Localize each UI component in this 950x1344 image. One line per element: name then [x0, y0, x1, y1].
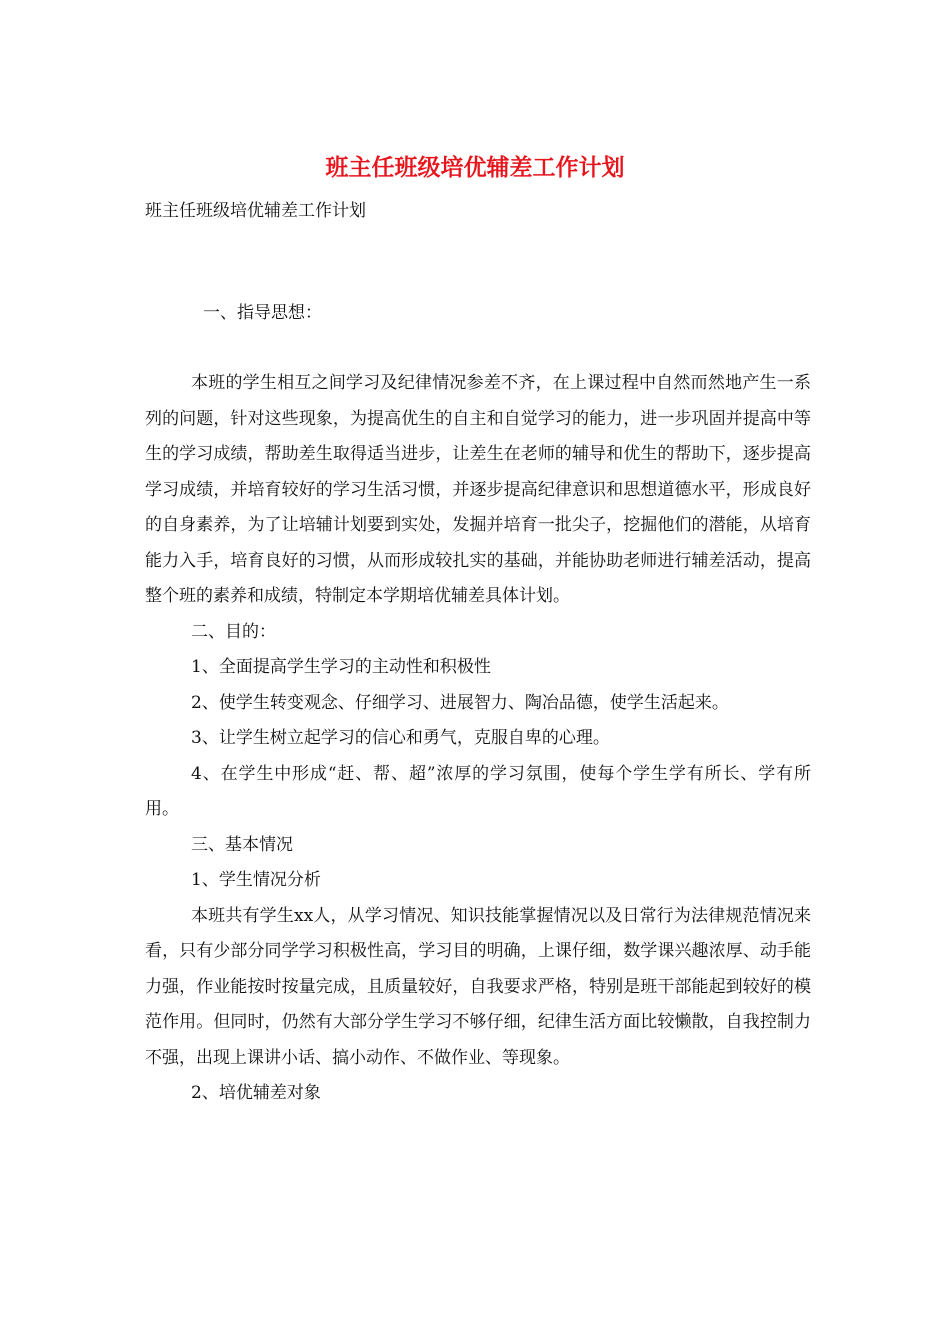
paragraph-student-analysis: 本班共有学生xx人，从学习情况、知识技能掌握情况以及日常行为法律规范情况来看，只有少部分同学学习积极性高，学习目的明确，上课仔细，数学课兴趣浓厚、动手能力强，作业能按时按量完成，且质量较好，自我要求严格，特别是班干部能起到较好的模范作用。但同时，仍然有大部分学生学习不够仔细，纪律生活方面比较懒散，自我控制力不强，出现上课讲小话、搞小动作、不做作业、等现象。	[145, 905, 811, 1068]
document-subtitle: 班主任班级培优辅差工作计划	[145, 201, 366, 221]
goal-item-3: 3、让学生树立起学习的信心和勇气，克服自卑的心理。	[191, 728, 610, 748]
document-title: 班主任班级培优辅差工作计划	[325, 154, 625, 181]
subheading-student-analysis: 1、学生情况分析	[191, 870, 321, 890]
section-heading-goals: 二、目的：	[191, 621, 276, 642]
section-heading-guiding-ideas: 一、指导思想：	[203, 303, 322, 323]
goal-item-4: 4、在学生中形成“赶、帮、超”浓厚的学习氛围，使每个学生学有所长、学有所用。	[145, 763, 811, 819]
goal-item-2: 2、使学生转变观念、仔细学习、进展智力、陶冶品德，使学生活起来。	[191, 692, 729, 713]
section-heading-basic-situation: 三、基本情况	[191, 834, 293, 855]
goal-item-1: 1、全面提高学生学习的主动性和积极性	[191, 657, 491, 677]
paragraph-intro: 本班的学生相互之间学习及纪律情况参差不齐，在上课过程中自然而然地产生一系列的问题，针对这些现象，为提高优生的自主和自觉学习的能力，进一步巩固并提高中等生的学习成绩，帮助差生取得适当进步，让差生在老师的辅导和优生的帮助下，逐步提高学习成绩，并培育较好的学习生活习惯，并逐步提高纪律意识和思想道德水平，形成良好的自身素养，为了让培辅计划要到实处，发掘并培育一批尖子，挖掘他们的潜能，从培育能力入手，培育良好的习惯，从而形成较扎实的基础，并能协助老师进行辅差活动，提高整个班的素养和成绩，特制定本学期培优辅差具体计划。	[145, 373, 811, 606]
subheading-target-students: 2、培优辅差对象	[191, 1083, 321, 1103]
document-body	[145, 366, 811, 1112]
